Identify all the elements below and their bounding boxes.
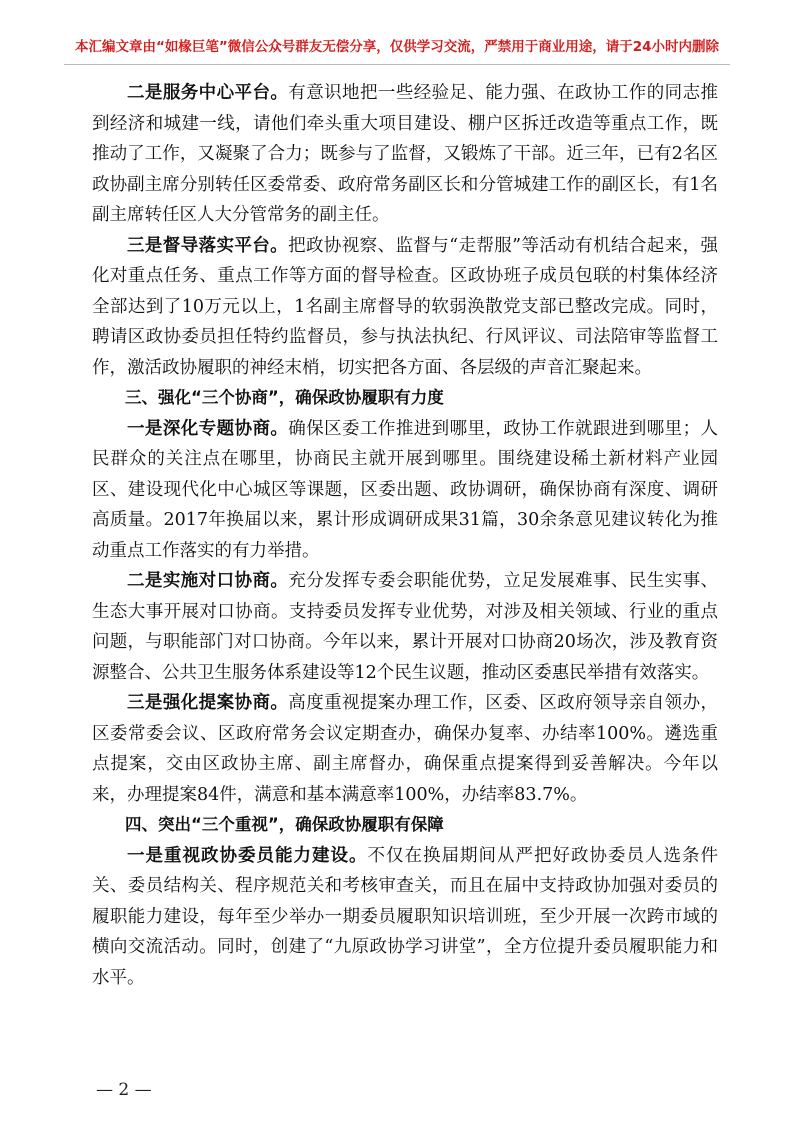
paragraph-lead: 三是强化提案协商。	[127, 693, 289, 713]
paragraph-text: 把政协视察、监督与“走帮服”等活动有机结合起来，强化对重点任务、重点工作等方面的督导检查。区政协班子成员包联的村集体经济全部达到了10万元以上，1名副主席督导的软弱涣散党支部已整改完成。同时，聘请区政协委员担任特约监督员，参与执法执纪、行风评议、司法陪审等监督工作，激活政协履职的神经末梢，切实把各方面、各层级的声音汇聚起来。	[92, 235, 718, 378]
paragraph-topic-consultation	[92, 414, 718, 567]
paragraph-text: 高度重视提案办理工作，区委、区政府领导亲自领办，区委常委会议、区政府常务会议定期查办，确保办复率、办结率100%。遴选重点提案，交由区政协主席、副主席督办，确保重点提案得到妥善解决。今年以来，办理提案84件，满意和基本满意率100%，办结率83.7%。	[92, 693, 718, 805]
paragraph-lead: 三是督导落实平台。	[127, 235, 289, 256]
paragraph-supervision-platform	[92, 231, 718, 384]
paragraph-counterpart-consultation	[92, 566, 718, 688]
header-divider	[64, 64, 730, 65]
paragraph-text: 充分发挥专委会职能优势，立足发展难事、民生实事、生态大事开展对口协商。支持委员发挥专业优势，对涉及相关领域、行业的重点问题，与职能部门对口协商。今年以来，累计开展对口协商20场次，涉及教育资源整合、公共卫生服务体系建设等12个民生议题，推动区委惠民举措有效落实。	[92, 571, 718, 683]
paragraph-text: 确保区委工作推进到哪里，政协工作就跟进到哪里；人民群众的关注点在哪里，协商民主就开展到哪里。围绕建设稀土新材料产业园区、建设现代化中心城区等课题，区委出题、政协调研，确保协商有深度、调研高质量。2017年换届以来，累计形成调研成果31篇，30余条意见建议转化为推动重点工作落实的有力举措。	[92, 418, 718, 561]
section-heading-three: 三、强化“三个协商”，确保政协履职有力度	[125, 388, 444, 407]
paragraph-lead: 一是重视政协委员能力建设。	[127, 845, 368, 866]
page-number: — 2 —	[96, 1080, 152, 1100]
paragraph-text: 有意识地把一些经验足、能力强、在政协工作的同志推到经济和城建一线，请他们牵头重大项目建设、棚户区拆迁改造等重点工作，既推动了工作，又凝聚了合力；既参与了监督，又锻炼了干部。近三年，已有2名区政协副主席分别转任区委常委、政府常务副区长和分管城建工作的副区长，有1名副主席转任区人大分管常务的副主任。	[92, 83, 718, 225]
document-body	[92, 78, 718, 993]
paragraph-lead: 二是实施对口协商。	[127, 571, 289, 591]
paragraph-member-capacity	[92, 841, 718, 994]
paragraph-service-platform	[92, 78, 718, 231]
copyright-notice: 本汇编文章由“如椽巨笔”微信公众号群友无偿分享，仅供学习交流，严禁用于商业用途，请于24小时内删除	[74, 39, 720, 55]
section-heading-four: 四、突出“三个重视”，确保政协履职有保障	[125, 815, 444, 834]
paragraph-proposal-consultation	[92, 688, 718, 810]
paragraph-text: 不仅在换届期间从严把好政协委员人选条件关、委员结构关、程序规范关和考核审查关，而且在届中支持政协加强对委员的履职能力建设，每年至少举办一期委员履职知识培训班，至少开展一次跨市域的横向交流活动。同时，创建了“九原政协学习讲堂”，全方位提升委员履职能力和水平。	[92, 845, 718, 988]
paragraph-lead: 一是深化专题协商。	[127, 418, 289, 439]
paragraph-lead: 二是服务中心平台。	[127, 83, 289, 103]
